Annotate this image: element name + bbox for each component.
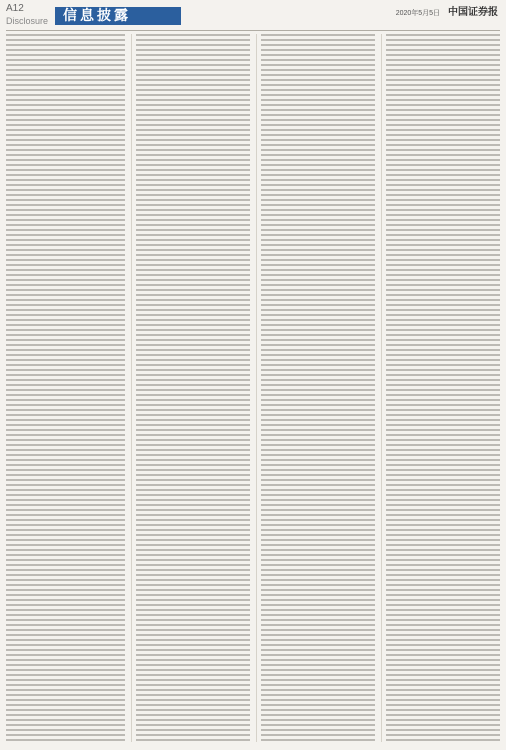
column-3: [256, 34, 375, 742]
body-columns: [6, 34, 500, 742]
issue-date: 2020年5月5日: [395, 10, 441, 17]
header-rule: [6, 30, 500, 31]
masthead: [396, 3, 498, 18]
section-english-name: Disclosure: [6, 16, 49, 26]
section-banner: 信息披露: [55, 7, 181, 25]
illegible-text-block: [261, 34, 375, 742]
column-1: [6, 34, 125, 742]
column-4: [381, 34, 500, 742]
page-header: [0, 0, 506, 30]
newspaper-name: 中国证券报: [448, 7, 498, 18]
page-number: A12: [6, 3, 24, 14]
illegible-text-block: [386, 34, 500, 742]
illegible-text-block: [6, 34, 125, 742]
column-2: [131, 34, 250, 742]
illegible-text-block: [136, 34, 250, 742]
